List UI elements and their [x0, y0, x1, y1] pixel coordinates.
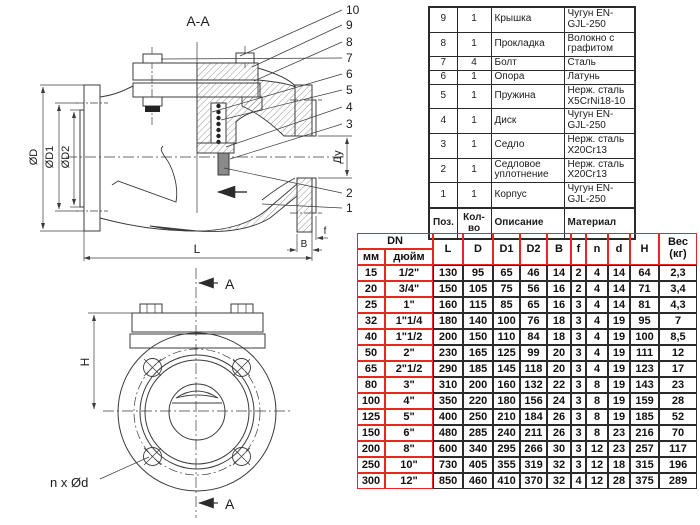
table-row: [357, 329, 697, 345]
parts-table-body: [429, 7, 635, 208]
table-cell: 410: [493, 473, 520, 489]
section-view: [28, 3, 360, 261]
table-cell: 266: [520, 441, 547, 457]
table-cell: Крышка: [491, 7, 564, 32]
table-cell: 185: [463, 361, 493, 377]
dims-header-D: D: [463, 233, 493, 265]
table-cell: 18: [547, 313, 571, 329]
table-cell: 7: [429, 57, 457, 71]
table-cell: Седловое уплотнение: [491, 158, 564, 183]
table-cell: 100: [493, 313, 520, 329]
table-cell: 315: [630, 457, 659, 473]
disc-through-bore: [172, 391, 222, 403]
front-cover-plates: [130, 304, 265, 348]
table-cell: 230: [433, 345, 463, 361]
table-row: [357, 361, 697, 377]
table-cell: 3: [571, 457, 586, 473]
table-cell: 2,3: [659, 265, 697, 281]
callout-label-8: 8: [346, 35, 353, 49]
dims-header-weight: [659, 233, 697, 265]
table-cell: 117: [659, 441, 697, 457]
table-cell: 319: [520, 457, 547, 473]
table-cell: 8: [586, 409, 608, 425]
table-cell: 132: [520, 377, 547, 393]
table-cell: 180: [493, 393, 520, 409]
table-cell: 8: [586, 393, 608, 409]
table-cell: 143: [630, 377, 659, 393]
disc: [197, 143, 234, 153]
bolt-holes: [144, 359, 251, 466]
table-row: [357, 457, 697, 473]
table-cell: 145: [493, 361, 520, 377]
table-cell: 4: [586, 265, 608, 281]
table-cell: 4": [385, 393, 433, 409]
table-cell: 290: [433, 361, 463, 377]
table-cell: 3: [571, 361, 586, 377]
table-cell: 310: [433, 377, 463, 393]
table-cell: 12: [586, 473, 608, 489]
table-cell: 5": [385, 409, 433, 425]
table-cell: Прокладка: [491, 32, 564, 57]
table-row: [429, 32, 635, 57]
h-dimension: [88, 313, 132, 409]
table-cell: Нерж. сталь X20Cr13: [564, 158, 635, 183]
table-cell: 200: [463, 377, 493, 393]
dim-label-D: ØD: [28, 148, 40, 166]
parts-header-desc: Описание: [491, 208, 564, 240]
table-cell: 2"1/2: [385, 361, 433, 377]
table-cell: 32: [547, 473, 571, 489]
table-cell: 216: [630, 425, 659, 441]
table-cell: 46: [520, 265, 547, 281]
table-cell: 211: [520, 425, 547, 441]
dims-header-mm: мм: [357, 249, 385, 265]
callout-label-9: 9: [346, 18, 353, 32]
table-cell: 16: [547, 281, 571, 297]
table-cell: 9: [429, 7, 457, 32]
dims-table-body: [357, 265, 697, 489]
table-cell: 12: [586, 457, 608, 473]
table-cell: 185: [630, 409, 659, 425]
table-cell: 10": [385, 457, 433, 473]
table-cell: Чугун EN-GJL-250: [564, 183, 635, 208]
table-cell: 80: [357, 377, 385, 393]
table-cell: 4: [429, 109, 457, 134]
dims-header-weight-top: Вес: [667, 236, 689, 249]
callout-label-7: 7: [346, 51, 353, 65]
dims-header-dn: DN: [357, 233, 433, 249]
dims-header-inch: дюйм: [385, 249, 433, 265]
table-row: [357, 313, 697, 329]
table-cell: 19: [608, 361, 630, 377]
table-cell: 300: [357, 473, 385, 489]
table-cell: 18: [547, 329, 571, 345]
table-cell: 23: [608, 441, 630, 457]
table-cell: 220: [463, 393, 493, 409]
table-cell: 8": [385, 441, 433, 457]
table-cell: 1: [457, 32, 491, 57]
table-cell: Корпус: [491, 183, 564, 208]
table-cell: 375: [630, 473, 659, 489]
table-cell: 1: [457, 183, 491, 208]
table-cell: 100: [357, 393, 385, 409]
table-cell: 20: [547, 345, 571, 361]
table-cell: 4: [586, 281, 608, 297]
dims-header-D2: D2: [520, 233, 547, 265]
table-cell: Нерж. сталь X5CrNi18-10: [564, 84, 635, 109]
table-cell: 3: [571, 425, 586, 441]
callout-numbers: [346, 3, 360, 215]
table-cell: Диск: [491, 109, 564, 134]
table-cell: Латунь: [564, 70, 635, 84]
table-cell: 2: [571, 265, 586, 281]
table-cell: 110: [493, 329, 520, 345]
table-cell: 4: [586, 345, 608, 361]
table-cell: 123: [630, 361, 659, 377]
table-cell: 4: [586, 329, 608, 345]
table-cell: 65: [357, 361, 385, 377]
table-cell: 295: [493, 441, 520, 457]
table-cell: 165: [463, 345, 493, 361]
dims-header-d: d: [608, 233, 630, 265]
table-cell: 184: [520, 409, 547, 425]
dim-label-Du: Ду: [332, 150, 344, 164]
dims-table-header: [357, 233, 697, 265]
section-arrow-label-top: A: [225, 276, 235, 292]
table-cell: 130: [433, 265, 463, 281]
table-cell: 4: [457, 57, 491, 71]
table-cell: 56: [520, 281, 547, 297]
table-row: [429, 183, 635, 208]
dims-header-B: B: [547, 233, 571, 265]
table-row: [357, 377, 697, 393]
table-cell: 28: [608, 473, 630, 489]
table-cell: 8: [586, 425, 608, 441]
table-cell: Сталь: [564, 57, 635, 71]
table-cell: 4: [586, 361, 608, 377]
table-cell: 210: [493, 409, 520, 425]
table-cell: 400: [433, 409, 463, 425]
table-cell: 3: [571, 297, 586, 313]
table-cell: 75: [493, 281, 520, 297]
table-cell: 1: [457, 109, 491, 134]
table-cell: 350: [433, 393, 463, 409]
table-cell: 240: [493, 425, 520, 441]
table-cell: 95: [463, 265, 493, 281]
callout-label-10: 10: [346, 3, 360, 17]
table-cell: 355: [493, 457, 520, 473]
table-cell: 52: [659, 409, 697, 425]
table-cell: 19: [608, 313, 630, 329]
table-cell: 84: [520, 329, 547, 345]
table-cell: 95: [630, 313, 659, 329]
table-cell: 150: [463, 329, 493, 345]
table-cell: 125: [493, 345, 520, 361]
table-row: [429, 84, 635, 109]
table-cell: 14: [608, 297, 630, 313]
table-cell: 14: [608, 281, 630, 297]
table-cell: 4: [571, 473, 586, 489]
table-row: [429, 133, 635, 158]
dims-header-weight-bottom: (кг): [669, 248, 687, 260]
table-cell: 6": [385, 425, 433, 441]
table-cell: 18: [608, 457, 630, 473]
table-cell: 5: [429, 84, 457, 109]
callout-label-3: 3: [346, 117, 353, 131]
dims-header-H: H: [630, 233, 659, 265]
table-cell: 370: [520, 473, 547, 489]
table-cell: 7: [659, 313, 697, 329]
table-cell: 3: [571, 441, 586, 457]
table-cell: 159: [630, 393, 659, 409]
table-cell: 3/4": [385, 281, 433, 297]
front-flange-circles: [118, 333, 276, 491]
table-cell: 340: [463, 441, 493, 457]
table-cell: 257: [630, 441, 659, 457]
table-cell: 40: [357, 329, 385, 345]
table-cell: 2: [571, 281, 586, 297]
table-cell: 17: [659, 361, 697, 377]
table-cell: 1"1/4: [385, 313, 433, 329]
table-cell: 12": [385, 473, 433, 489]
table-cell: 26: [547, 409, 571, 425]
table-cell: 3: [571, 313, 586, 329]
dim-label-L: L: [193, 242, 201, 256]
table-cell: 850: [433, 473, 463, 489]
dims-header-n: n: [586, 233, 608, 265]
table-cell: 105: [463, 281, 493, 297]
table-cell: 1: [457, 7, 491, 32]
table-cell: 23: [659, 377, 697, 393]
table-row: [357, 409, 697, 425]
table-cell: 8,5: [659, 329, 697, 345]
dim-label-D2: ØD2: [60, 145, 72, 169]
table-cell: Болт: [491, 57, 564, 71]
table-row: [429, 109, 635, 134]
table-cell: 19: [608, 393, 630, 409]
table-cell: 23: [608, 425, 630, 441]
table-cell: 150: [357, 425, 385, 441]
table-cell: 3: [571, 345, 586, 361]
table-cell: 65: [520, 297, 547, 313]
dims-header-f: f: [571, 233, 586, 265]
table-cell: Чугун EN-GJL-250: [564, 109, 635, 134]
dims-header-D1: D1: [493, 233, 520, 265]
table-cell: 1: [457, 133, 491, 158]
table-cell: 12: [586, 441, 608, 457]
table-cell: Чугун EN-GJL-250: [564, 7, 635, 32]
table-cell: 4: [586, 297, 608, 313]
table-cell: 16: [547, 297, 571, 313]
table-row: [357, 393, 697, 409]
dim-label-bolt-holes: n x Ød: [50, 475, 89, 490]
table-cell: 125: [357, 409, 385, 425]
dim-label-B: B: [300, 239, 308, 250]
table-cell: 76: [520, 313, 547, 329]
seat-seal: [218, 153, 229, 175]
table-cell: 1: [429, 183, 457, 208]
table-cell: 1: [457, 84, 491, 109]
table-cell: 1": [385, 297, 433, 313]
inlet-flange: [76, 85, 108, 231]
table-cell: 460: [463, 473, 493, 489]
dim-label-H: H: [78, 357, 92, 367]
table-cell: 180: [433, 313, 463, 329]
table-cell: 1"1/2: [385, 329, 433, 345]
table-cell: Опора: [491, 70, 564, 84]
table-cell: 3,4: [659, 281, 697, 297]
parts-header-pos: Поз.: [429, 208, 457, 240]
table-cell: 20: [357, 281, 385, 297]
table-cell: 3: [571, 377, 586, 393]
table-cell: 156: [520, 393, 547, 409]
table-cell: 28: [659, 393, 697, 409]
dim-label-f: f: [323, 226, 327, 237]
table-cell: 4,3: [659, 297, 697, 313]
table-cell: 111: [630, 345, 659, 361]
callout-label-2: 2: [346, 186, 353, 200]
table-cell: 6: [429, 70, 457, 84]
table-cell: 140: [463, 313, 493, 329]
table-cell: 600: [433, 441, 463, 457]
table-cell: 3: [571, 409, 586, 425]
table-cell: Седло: [491, 133, 564, 158]
table-cell: 8: [429, 32, 457, 57]
table-cell: 14: [547, 265, 571, 281]
table-cell: 8: [586, 377, 608, 393]
table-cell: 50: [357, 345, 385, 361]
table-row: [357, 441, 697, 457]
table-cell: 71: [630, 281, 659, 297]
table-row: [357, 345, 697, 361]
table-cell: 289: [659, 473, 697, 489]
table-row: [429, 70, 635, 84]
table-cell: 20: [547, 361, 571, 377]
front-view: [50, 268, 291, 518]
table-cell: 2: [429, 158, 457, 183]
parts-table: [428, 6, 636, 240]
table-cell: 19: [608, 345, 630, 361]
table-row: [357, 265, 697, 281]
table-cell: 30: [547, 441, 571, 457]
table-cell: 1/2": [385, 265, 433, 281]
table-cell: 405: [463, 457, 493, 473]
table-cell: 99: [520, 345, 547, 361]
dimensions-table: [357, 233, 697, 489]
table-cell: 81: [630, 297, 659, 313]
table-cell: 3: [429, 133, 457, 158]
parts-header-qty: Кол-во: [457, 208, 491, 240]
table-row: [429, 158, 635, 183]
table-cell: 70: [659, 425, 697, 441]
parts-header-material: Материал: [564, 208, 635, 240]
table-cell: 65: [493, 265, 520, 281]
table-cell: 100: [630, 329, 659, 345]
table-cell: 160: [433, 297, 463, 313]
table-cell: 196: [659, 457, 697, 473]
table-cell: Нерж. сталь X20Cr13: [564, 133, 635, 158]
table-cell: 2": [385, 345, 433, 361]
dim-label-D1: ØD1: [44, 145, 56, 169]
table-cell: Волокно с графитом: [564, 32, 635, 57]
callout-label-1: 1: [346, 201, 353, 215]
table-row: [357, 425, 697, 441]
table-row: [357, 473, 697, 489]
table-row: [429, 7, 635, 32]
table-row: [357, 281, 697, 297]
table-row: [429, 57, 635, 71]
table-cell: 19: [608, 329, 630, 345]
table-cell: 1: [457, 158, 491, 183]
table-cell: 250: [463, 409, 493, 425]
table-cell: 12: [659, 345, 697, 361]
table-cell: 15: [357, 265, 385, 281]
table-cell: 3: [571, 329, 586, 345]
table-cell: 32: [357, 313, 385, 329]
table-cell: 3": [385, 377, 433, 393]
table-cell: 24: [547, 393, 571, 409]
callout-label-4: 4: [346, 100, 353, 114]
table-cell: 730: [433, 457, 463, 473]
table-cell: 14: [608, 265, 630, 281]
section-title: A-A: [186, 13, 210, 29]
table-cell: 22: [547, 377, 571, 393]
table-cell: 64: [630, 265, 659, 281]
table-cell: 200: [357, 441, 385, 457]
dims-header-L: L: [433, 233, 463, 265]
callout-label-5: 5: [346, 83, 353, 97]
table-cell: 1: [457, 70, 491, 84]
table-cell: 150: [433, 281, 463, 297]
section-arrow-label-bottom: A: [225, 496, 235, 512]
table-cell: 118: [520, 361, 547, 377]
table-row: [357, 297, 697, 313]
bonnet: [197, 63, 262, 143]
callout-label-6: 6: [346, 67, 353, 81]
table-cell: 160: [493, 377, 520, 393]
table-cell: 25: [357, 297, 385, 313]
table-cell: 85: [493, 297, 520, 313]
table-cell: 480: [433, 425, 463, 441]
table-cell: 3: [571, 393, 586, 409]
table-cell: 250: [357, 457, 385, 473]
table-cell: 19: [608, 409, 630, 425]
table-cell: Пружина: [491, 84, 564, 109]
table-cell: 285: [463, 425, 493, 441]
table-cell: 19: [608, 377, 630, 393]
table-cell: 200: [433, 329, 463, 345]
table-cell: 32: [547, 457, 571, 473]
table-cell: 26: [547, 425, 571, 441]
table-cell: 4: [586, 313, 608, 329]
table-cell: 115: [463, 297, 493, 313]
